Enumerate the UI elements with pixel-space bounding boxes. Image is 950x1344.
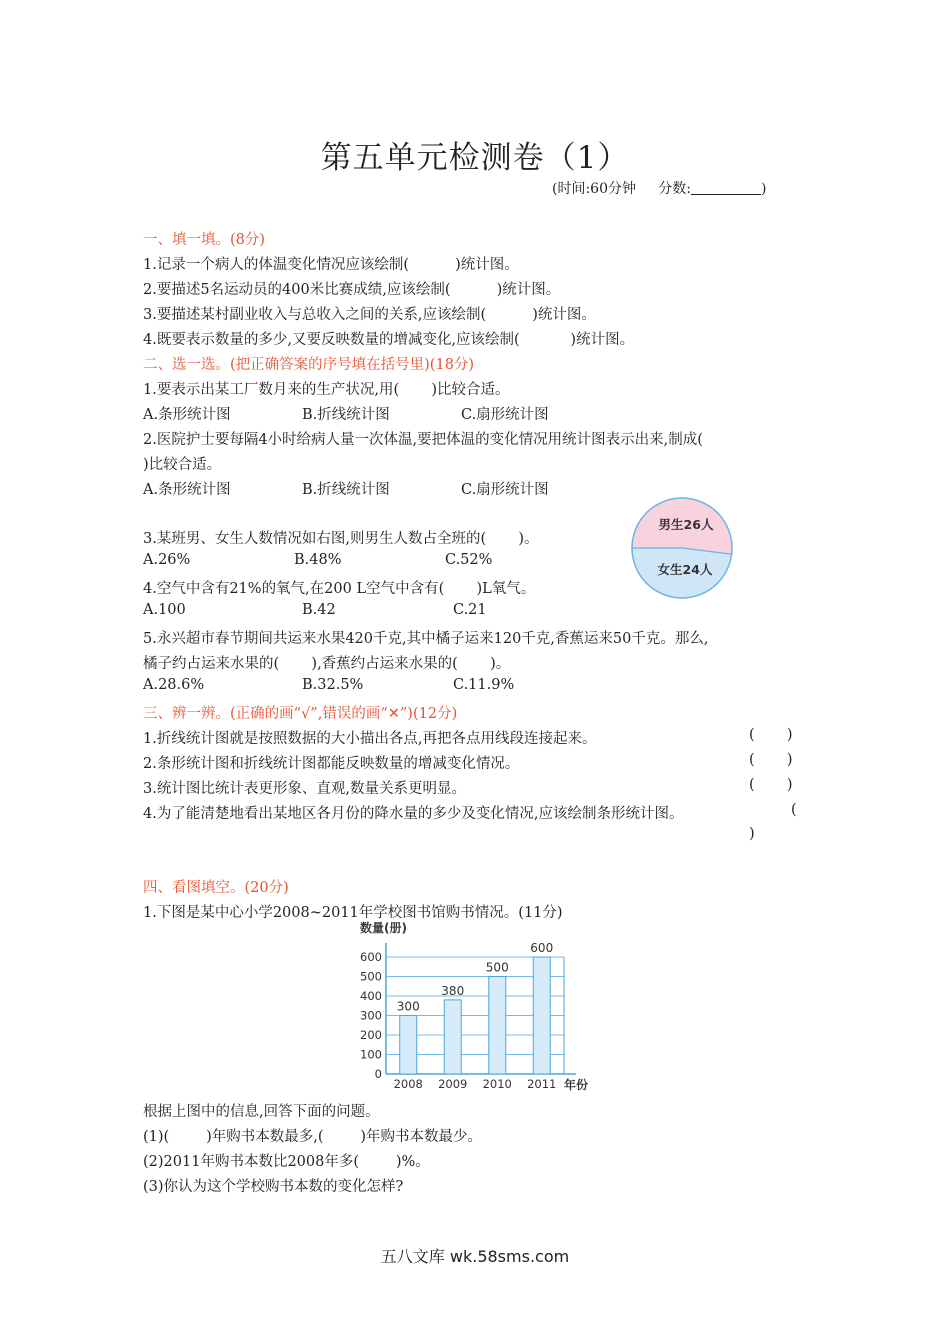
exam-meta [552,178,766,198]
bar-value-label: 300 [396,999,420,1014]
section-1-heading: 一、填一填。(8分) [143,232,266,248]
x-tick-label: 2009 [438,1077,468,1091]
s3-question-3: 3.统计图比统计表更形象、直观,数量关系更明显。 [143,781,466,797]
bar-2010 [489,977,506,1075]
s1-question-4: 4.既要表示数量的多少,又要反映数量的增减变化,应该绘制( )统计图。 [143,332,635,348]
s3-answer-4-open[interactable]: ( [791,802,797,818]
y-tick-label: 300 [360,1008,382,1023]
section-4-heading: 四、看图填空。(20分) [143,880,289,896]
x-tick-label: 2011 [527,1077,557,1091]
s2-q4-option-a: A.100 [143,602,186,618]
bar-value-label: 600 [530,941,554,955]
y-tick-label: 200 [360,1028,382,1042]
book-purchase-bar-chart [340,915,600,1095]
s2-question-5a: 5.永兴超市春节期间共运来水果420千克,其中橘子运来120千克,香蕉运来50千克。那么, [143,631,709,647]
s2-q1-option-a: A.条形统计图 [143,407,231,423]
s2-q2-option-c: C.扇形统计图 [461,482,549,498]
footer-watermark: 五八文库 wk.58sms.com [380,1247,570,1266]
s2-q1-option-c: C.扇形统计图 [461,407,549,423]
x-axis-label: 年份 [564,1078,589,1092]
s2-question-2a: 2.医院护士要每隔4小时给病人量一次体温,要把体温的变化情况用统计图表示出来,制成( [143,432,703,448]
bar-2008 [400,1016,417,1075]
s2-q3-option-b: B.48% [294,552,342,568]
s2-q5-option-b: B.32.5% [302,677,364,693]
section-2-heading: 二、选一选。(把正确答案的序号填在括号里)(18分) [143,357,475,373]
s4-sub-3: (3)你认为这个学校购书本数的变化怎样? [143,1179,404,1195]
s1-question-3: 3.要描述某村副业收入与总收入之间的关系,应该绘制( )统计图。 [143,307,596,323]
x-tick-label: 2010 [482,1077,512,1091]
s1-question-2: 2.要描述5名运动员的400米比赛成绩,应该绘制( )统计图。 [143,282,561,298]
y-axis-label: 数量(册) [360,921,407,935]
s2-q2-option-a: A.条形统计图 [143,482,231,498]
pie-label-girls: 女生24人 [657,562,713,577]
s3-answer-4-close[interactable]: ) [749,826,755,842]
bar-value-label: 380 [441,983,465,998]
y-tick-label: 0 [374,1067,382,1081]
s2-q5-option-c: C.11.9% [453,677,515,693]
s2-q5-option-a: A.28.6% [143,677,205,693]
s2-question-1: 1.要表示出某工厂数月来的生产状况,用( )比较合适。 [143,382,510,398]
y-tick-label: 100 [360,1047,382,1062]
s2-question-2b: )比较合适。 [143,457,222,473]
s2-question-5b: 橘子约占运来水果的( ),香蕉约占运来水果的( )。 [143,656,511,672]
s2-q4-option-b: B.42 [302,602,336,618]
s3-question-4: 4.为了能清楚地看出某地区各月份的降水量的多少及变化情况,应该绘制条形统计图。 [143,806,684,822]
page-title: 第五单元检测卷（1） [320,140,630,176]
s2-q1-option-b: B.折线统计图 [302,407,390,423]
s3-answer-1[interactable]: ( ) [749,727,793,743]
bar-2011 [533,957,550,1074]
s4-question-1: 1.下图是某中心小学2008~2011年学校图书馆购书情况。(11分) [143,905,563,921]
s2-q3-option-a: A.26% [143,552,191,568]
s3-answer-2[interactable]: ( ) [749,752,793,768]
s2-q4-option-c: C.21 [453,602,487,618]
s4-sub-1: (1)( )年购书本数最多,( )年购书本数最少。 [143,1129,483,1145]
s2-question-3: 3.某班男、女生人数情况如右图,则男生人数占全班的( )。 [143,531,539,547]
s2-question-4: 4.空气中含有21%的氧气,在200 L空气中含有( )L氧气。 [143,581,536,597]
gender-pie-chart [630,496,734,600]
x-tick-label: 2008 [393,1077,423,1091]
y-tick-label: 400 [360,989,382,1003]
s3-answer-3[interactable]: ( ) [749,777,793,793]
s4-intro: 根据上图中的信息,回答下面的问题。 [143,1104,380,1120]
s2-q3-option-c: C.52% [445,552,493,568]
score-blank[interactable] [691,180,761,195]
s3-question-1: 1.折线统计图就是按照数据的大小描出各点,再把各点用线段连接起来。 [143,731,597,747]
section-3-heading: 三、辨一辨。(正确的画“√”,错误的画“✕”)(12分) [143,706,458,722]
meta-close: ) [760,181,767,197]
s3-question-2: 2.条形统计图和折线统计图都能反映数量的增减变化情况。 [143,756,520,772]
bar-2009 [444,1000,461,1074]
score-label: 分数: [658,181,691,197]
y-tick-label: 600 [360,950,382,964]
s2-q2-option-b: B.折线统计图 [302,482,390,498]
s4-sub-2: (2)2011年购书本数比2008年多( )%。 [143,1154,430,1170]
y-tick-label: 500 [360,969,382,984]
time-limit: (时间:60分钟 [552,181,636,197]
bar-value-label: 500 [485,960,509,975]
s1-question-1: 1.记录一个病人的体温变化情况应该绘制( )统计图。 [143,257,519,273]
pie-label-boys: 男生26人 [658,517,714,532]
